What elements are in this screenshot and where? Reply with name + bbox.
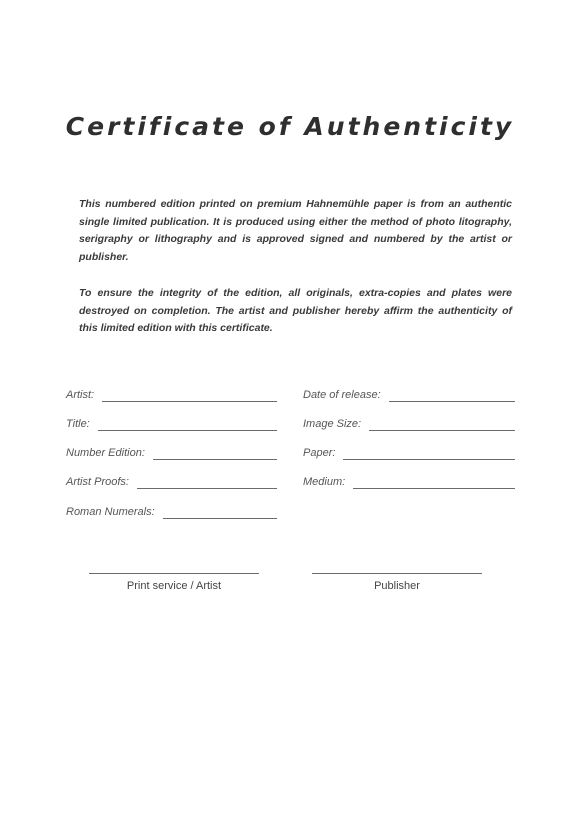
field-label: Image Size: xyxy=(303,418,362,430)
field-label: Roman Numerals: xyxy=(66,506,155,518)
fill-in-line xyxy=(353,488,515,489)
signature-publisher xyxy=(312,573,482,592)
fill-in-line xyxy=(137,488,277,489)
field-number-edition xyxy=(66,444,277,460)
field-paper xyxy=(303,444,515,460)
field-label: Artist Proofs: xyxy=(66,476,129,488)
signature-line xyxy=(312,573,482,574)
signature-line xyxy=(89,573,259,574)
integrity-paragraph: To ensure the integrity of the edition, all originals, extra-copies and plates were destroyed on completion. The artist and publisher hereby affirm the authenticity of this limited edition with this certificate. xyxy=(79,287,512,334)
fill-in-line xyxy=(343,459,515,460)
signature-label: Print service / Artist xyxy=(126,580,222,592)
field-date-of-release xyxy=(303,386,515,402)
signature-print-service-artist xyxy=(89,573,259,592)
field-label: Paper: xyxy=(303,447,336,459)
field-label: Date of release: xyxy=(303,389,381,401)
field-title xyxy=(66,415,277,431)
field-image-size xyxy=(303,415,515,431)
fill-in-line xyxy=(98,430,277,431)
intro-paragraph: This numbered edition printed on premium Hahnemühle paper is from an authentic single limited publication. It is produced using either the method of photo litography, serigraphy or lithography and is approved signed and numbered by the artist or publisher. xyxy=(79,198,512,263)
field-medium xyxy=(303,473,515,489)
fill-in-line xyxy=(389,401,515,402)
fill-in-line xyxy=(102,401,277,402)
certificate-title: Certificate of Authenticity xyxy=(65,112,515,141)
field-artist-proofs xyxy=(66,473,277,489)
signature-label: Publisher xyxy=(374,580,420,592)
fill-in-line xyxy=(163,518,277,519)
field-roman-numerals xyxy=(66,503,277,519)
field-label: Artist: xyxy=(66,389,95,401)
field-label: Number Edition: xyxy=(66,447,145,459)
fill-in-line xyxy=(369,430,515,431)
field-artist xyxy=(66,386,277,402)
field-label: Title: xyxy=(66,418,90,430)
field-label: Medium: xyxy=(303,476,346,488)
fill-in-line xyxy=(153,459,277,460)
